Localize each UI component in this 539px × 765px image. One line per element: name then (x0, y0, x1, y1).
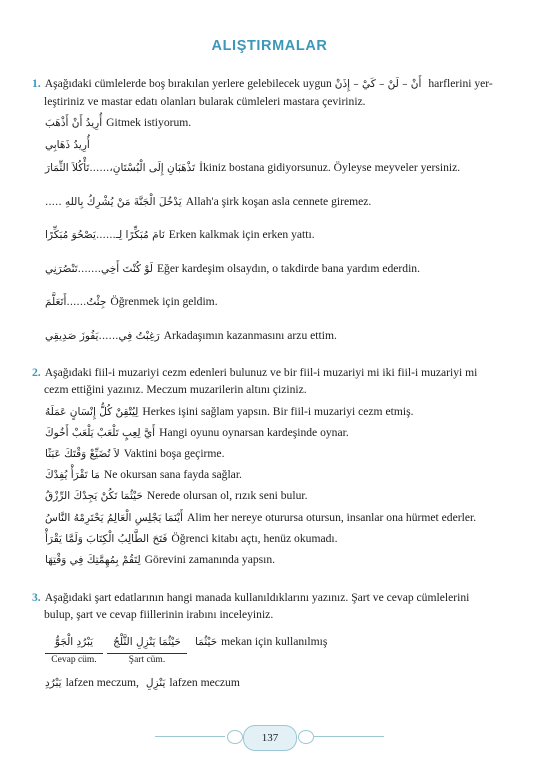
turkish-text: Hangi oyunu oynarsan kardeşinde oynar. (159, 426, 349, 439)
exercise-item (45, 487, 308, 505)
page-title: ALIŞTIRMALAR (211, 38, 328, 54)
turkish-text: Arkadaşımın kazanmasını arzu ettim. (163, 329, 337, 342)
arabic-text: أُرِيدُ أَنْ أَذْهَبَ (45, 117, 103, 129)
exercise-item (45, 509, 476, 527)
particles-list: أَنْ – لَنْ – كَيْ – إِذَنْ (334, 78, 422, 90)
instruction-text: cezm ettiğini yazınız. Meczum muzarilerin altını çiziniz. (44, 383, 307, 396)
exercise-item (45, 424, 349, 442)
turkish-text: Ne okursan sana fayda sağlar. (103, 468, 242, 481)
edat-note (195, 632, 327, 650)
arabic-text: يَدْخُلَ الْجَنَّةَ مَنْ يُشْرِكُ بِاللهِ ..... (45, 196, 182, 208)
turkish-text: Eğer kardeşim olsaydın, o takdirde bana yardım ederdin. (156, 262, 420, 275)
instruction-text: leştiriniz ve mastar edatı olanları bularak cümleleri mastara çeviriniz. (44, 95, 366, 108)
instruction-text: Aşağıdaki cümlelerde boş bırakılan yerlere gelebilecek uygun (44, 77, 332, 90)
exercise-item (45, 193, 371, 211)
arabic-text: فَتَحَ الطَّالِبُ الْكِتَابَ وَلَمَّا يَقْرَأْ (45, 533, 168, 545)
arabic-text: أَيَّ لِعِبٍ تَلْعَبْ يَلْعَبْ أَخُوكَ (45, 427, 156, 439)
exercise-item (45, 260, 420, 278)
page-number: 137 (243, 725, 297, 751)
ornament-swirl-icon (298, 730, 314, 744)
arabic-text: لِتَقُمْ بِمُهِمَّتِكَ فِي وَقْتِهَا (45, 554, 141, 566)
turkish-text: lafzen meczum, (65, 676, 139, 689)
cevap-label: Cevap cüm. (45, 653, 103, 665)
arabic-text: حَيْثُمَا تَكُنْ يَجِدْكَ الرِّزْقُ (45, 490, 143, 502)
exercise-item (45, 114, 191, 132)
exercise-item (45, 551, 275, 569)
turkish-text: İkiniz bostana gidiyorsunuz. Öyleyse meyveler yersiniz. (199, 161, 461, 174)
arabic-text: جِئْتُ......أَتَعَلَّمَ (45, 296, 107, 308)
exercise-3-instructions (32, 589, 510, 623)
meczum-line (45, 674, 240, 692)
exercise-number: 1. (32, 77, 41, 90)
arabic-text: رَغِبْتُ فِي......يَفُوزَ صَدِيقِي (45, 330, 160, 342)
instruction-text: bulup, şart ve cevap fiillerinin irabını inceleyiniz. (44, 608, 274, 621)
turkish-text: Allah'a şirk koşan asla cennete giremez. (185, 195, 372, 208)
turkish-text: Gitmek istiyorum. (106, 116, 192, 129)
sart-cell (107, 632, 187, 665)
ornament-line (314, 736, 384, 737)
exercise-item (45, 159, 460, 177)
arabic-text: يَبْرُدِ الْجَوُّ (54, 636, 94, 648)
arabic-text: أَيْنَمَا يَجْلِسِ الْعَالِمُ يَحْتَرِمْهُ النَّاسُ (45, 512, 183, 524)
arabic-text: لَوْ كُنْتَ أَخِي.......تَنْصُرَنِي (45, 263, 153, 275)
instruction-text: harflerini yer- (428, 77, 493, 90)
exercise-2-instructions (32, 364, 510, 398)
turkish-text: Öğrenci kitabı açtı, henüz okumadı. (171, 532, 338, 545)
arabic-text: لاَ تُضَيِّعْ وَقْتَكَ عَبَثًا (45, 448, 120, 460)
exercise-number: 2. (32, 366, 41, 379)
exercise-number: 3. (32, 591, 41, 604)
instruction-text: Aşağıdaki şart edatlarının hangi manada kullanıldıklarını yazınız. Şart ve cevap cümlelerini (44, 591, 470, 604)
turkish-text: Alim her nereye oturursa otursun, insanlar ona hürmet ederler. (186, 511, 477, 524)
turkish-text: Herkes işini sağlam yapsın. Bir fiil-i muzariyi cezm etmiş. (142, 405, 414, 418)
ornament-swirl-icon (227, 730, 243, 744)
exercise-1-instructions (32, 75, 510, 110)
exercise-item (45, 226, 315, 244)
exercise-item (45, 530, 338, 548)
exercise-item (45, 293, 218, 311)
turkish-text: Erken kalkmak için erken yattı. (168, 228, 315, 241)
turkish-text: mekan için kullanılmış (221, 635, 328, 648)
exercise-3-answer (45, 632, 515, 668)
exercise-item (45, 136, 94, 154)
sart-label: Şart cüm. (107, 653, 187, 665)
exercise-item (45, 327, 337, 345)
page-footer (155, 722, 384, 752)
arabic-text: لِيُتْقِنْ كُلُّ إِنْسَانٍ عَمَلَهُ (45, 406, 139, 418)
arabic-text: تَذْهَبَانِ إِلَى الْبُسْتَانِ،......تَأْكُلاَ الثِّمَارَ (45, 162, 196, 174)
instruction-text: Aşağıdaki fiil-i muzariyi cezm edenleri bulunuz ve bir fiil-i muzariyi mi iki fiil-i muzariyi mi (44, 366, 478, 379)
turkish-text: lafzen meczum (169, 676, 240, 689)
arabic-text: حَيْثُمَا (195, 636, 218, 648)
arabic-text: حَيْثُمَا يَنْزِلِ الثَّلْجُ (113, 636, 181, 648)
arabic-text: يَنْزِلِ (145, 677, 166, 689)
exercise-item (45, 445, 224, 463)
turkish-text: Nerede olursan ol, rızık seni bulur. (146, 489, 308, 502)
arabic-text: أُرِيدُ ذَهَابِي (45, 139, 90, 151)
ornament-line (155, 736, 225, 737)
arabic-text: نَامَ مُبَكِّرًا لِـ......يَصْحُوَ مُبَكِّرًا (45, 229, 165, 241)
exercise-item (45, 466, 242, 484)
arabic-text: مَا تَقْرَأْ يُفِدْكَ (45, 469, 100, 481)
cevap-cell (45, 632, 103, 665)
exercise-item (45, 403, 413, 421)
arabic-text: يَبْرُدِ (45, 677, 62, 689)
turkish-text: Öğrenmek için geldim. (110, 295, 218, 308)
turkish-text: Görevini zamanında yapsın. (144, 553, 276, 566)
turkish-text: Vaktini boşa geçirme. (123, 447, 225, 460)
